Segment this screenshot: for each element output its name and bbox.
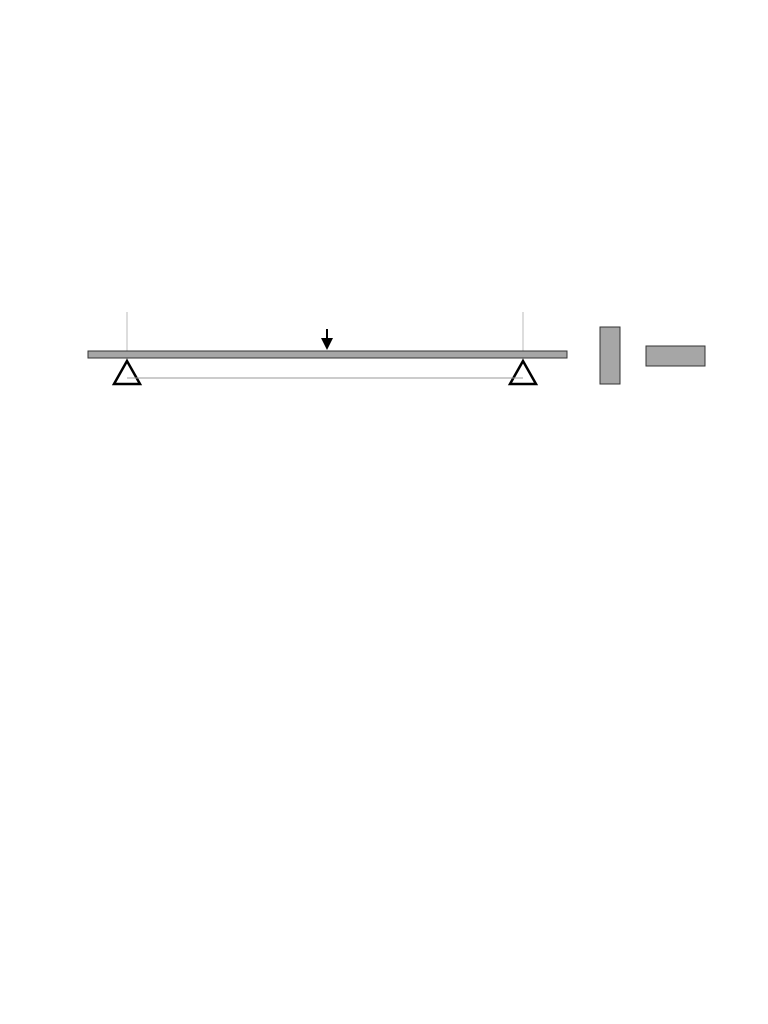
support-a-triangle	[114, 361, 140, 384]
orientation-vertical-beam	[600, 327, 620, 384]
orientation-horizontal-beam	[646, 346, 705, 366]
support-c-triangle	[510, 361, 536, 384]
beam	[88, 351, 567, 358]
load-arrow-head	[321, 338, 333, 350]
